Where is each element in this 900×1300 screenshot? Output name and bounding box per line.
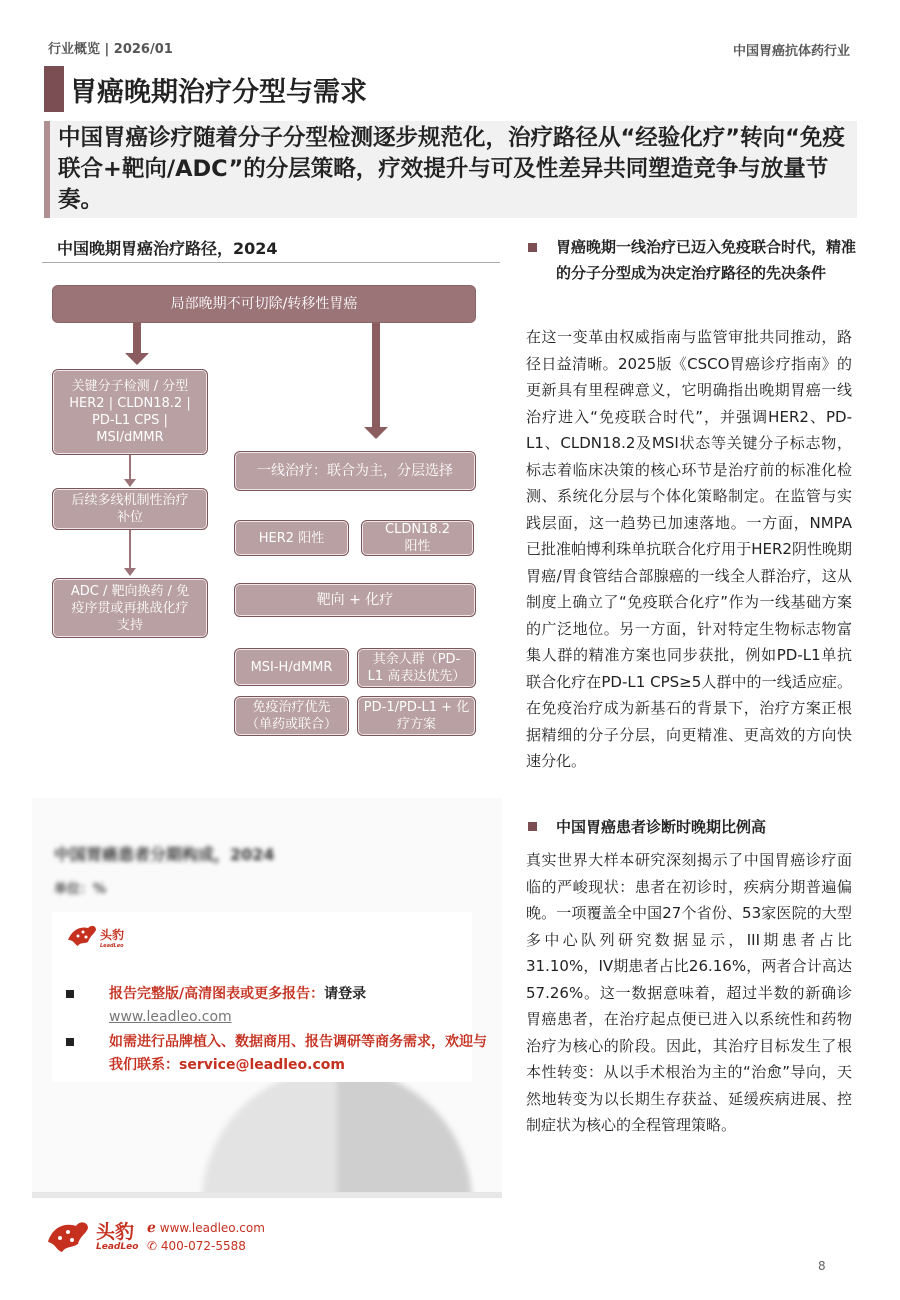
section2-heading: 中国胃癌患者诊断时晚期比例高 [556,818,767,836]
flow-line-2 [129,530,131,568]
promo-item-1-black: 请登录 [324,986,367,1002]
footer-tel-text: 400-072-5588 [160,1239,246,1253]
summary-text: 中国胃癌诊疗随着分子分型检测逐步规范化，治疗路径从“经验化疗”转向“免疫联合+靶向/ADC”的分层策略，疗效提升与可及性差异共同塑造竞争与放量节奏。 [58,125,845,213]
promo-brand-sub: LeadLeo [100,943,124,949]
arrow-right-shaft [372,323,380,427]
blurred-chart-unit: 单位：% [54,882,107,897]
promo-link[interactable]: www.leadleo.com [109,1009,232,1025]
promo-box [52,912,487,1082]
flow-top-box: 局部晚期不可切除/转移性胃癌 [52,285,476,323]
header-left: 行业概览 | 2026/01 [48,42,173,57]
summary-accent-bar [44,121,50,218]
phone-icon: ✆ [147,1239,158,1253]
promo-bullet-2 [66,1038,74,1046]
flow-targeted-chemo-box: 靶向 + 化疗 [234,583,476,617]
flow-later-line-box: 后续多线机制性治疗 补位 [52,488,208,530]
footer-brand-sub: LeadLeo [96,1242,139,1252]
flow-pd1-box: PD-1/PD-L1 + 化 疗方案 [357,696,476,736]
promo-bullet-1 [66,990,74,998]
title-accent-bar [44,66,64,112]
arrow-right-head [364,427,388,439]
section2-bullet [528,822,537,831]
footer-web[interactable] [147,1220,265,1236]
section1-heading: 胃癌晚期一线治疗已迈入免疫联合时代，精准的分子分型成为决定治疗路径的先决条件 [556,238,857,282]
flow-test-box: 关键分子检测 / 分型 HER2 | CLDN18.2 | PD-L1 CPS | MSI/dMMR [52,369,208,455]
promo-logo [66,920,136,954]
section2-body: 真实世界大样本研究深刻揭示了中国胃癌诊疗面临的严峻现状：患者在初诊时，疾病分期普遍偏晚。一项覆盖全中国27个省份、53家医院的大型多中心队列研究数据显示，III期患者占比31.10%，IV期患者占比26.16%，两者合计高达57.26%。这一数据意味着，超过半数的新确诊胃癌患者，在治疗起点便已进入以系统性和药物治疗为核心的阶段。因此，其治疗目标发生了根本性转变：从以手术根治为主的“治愈”导向，天然地转变为以长期生存获益、延缓疾病进展、控制症状为核心的全程管理策略。 [526,851,852,1134]
footer-brand: 头豹 [96,1221,135,1243]
flow-line-1-head [124,479,136,487]
footer-tel [147,1239,246,1253]
section1-body: 在这一变革由权威指南与监管审批共同推动，路径日益清晰。2025版《CSCO胃癌诊疗指南》的更新具有里程碑意义，它明确指出晚期胃癌一线治疗进入“免疫联合时代”，并强调HER2、PD-L1、CLDN18.2及MSI状态等关键分子标志物，标志着临床决策的核心环节是治疗前的标准化检测、系统化分层与个体化策略制定。在监管与实践层面，这一趋势已加速落地。一方面，NMPA已批准帕博利珠单抗联合化疗用于HER2阴性晚期胃癌/胃食管结合部腺癌的一线全人群治疗，这从制度上确立了“免疫联合化疗”作为一线基础方案的广泛地位。另一方面，针对特定生物标志物富集人群的精准方案也同步获批，例如PD-L1单抗联合化疗在PD-L1 CPS≥5人群中的一线适应症。在免疫治疗成为新基石的背景下，治疗方案正根据精细的分子分层，向更精准、更高效的方向快速分化。 [526,328,852,770]
web-icon: ℯ [147,1220,156,1236]
promo-item-1-red: 报告完整版/高清图表或更多报告： [109,986,325,1002]
flow-line-1 [129,455,131,479]
footer-web-text: www.leadleo.com [159,1221,265,1235]
header-right: 中国胃癌抗体药行业 [732,44,850,59]
flow-cldn-box: CLDN18.2 阳性 [361,520,474,556]
flow-first-line-box: 一线治疗：联合为主，分层选择 [234,451,476,491]
promo-brand: 头豹 [100,928,125,942]
page-title: 胃癌晚期治疗分型与需求 [70,77,367,108]
flow-her2-box: HER2 阳性 [234,520,349,556]
flow-adc-box: ADC / 靶向换药 / 免 疫序贯或再挑战化疗 支持 [52,578,208,638]
flow-immuno-box: 免疫治疗优先 （单药或联合） [234,696,349,736]
flow-msi-box: MSI-H/dMMR [234,648,349,686]
arrow-left-shaft [133,323,141,353]
blurred-chart-bottom-rule [32,1192,502,1198]
footer-logo [46,1214,92,1260]
flow-line-2-head [124,568,136,576]
page-number: 8 [818,1259,826,1273]
leopard-logo-icon [66,920,136,950]
footer-leopard-icon [46,1214,92,1256]
arrow-left-head [125,353,149,365]
flowchart-title: 中国晚期胃癌治疗路径，2024 [57,239,278,258]
blurred-pie [202,1068,472,1196]
flow-others-box: 其余人群（PD- L1 高表达优先） [357,648,476,688]
blurred-chart-title: 中国胃癌患者分期构成，2024 [54,845,275,864]
promo-item-2-text: 如需进行品牌植入、数据商用、报告调研等商务需求，欢迎与我们联系：service@leadleo.com [109,1034,487,1073]
flowchart-rule [42,262,500,263]
section1-bullet [528,243,537,252]
